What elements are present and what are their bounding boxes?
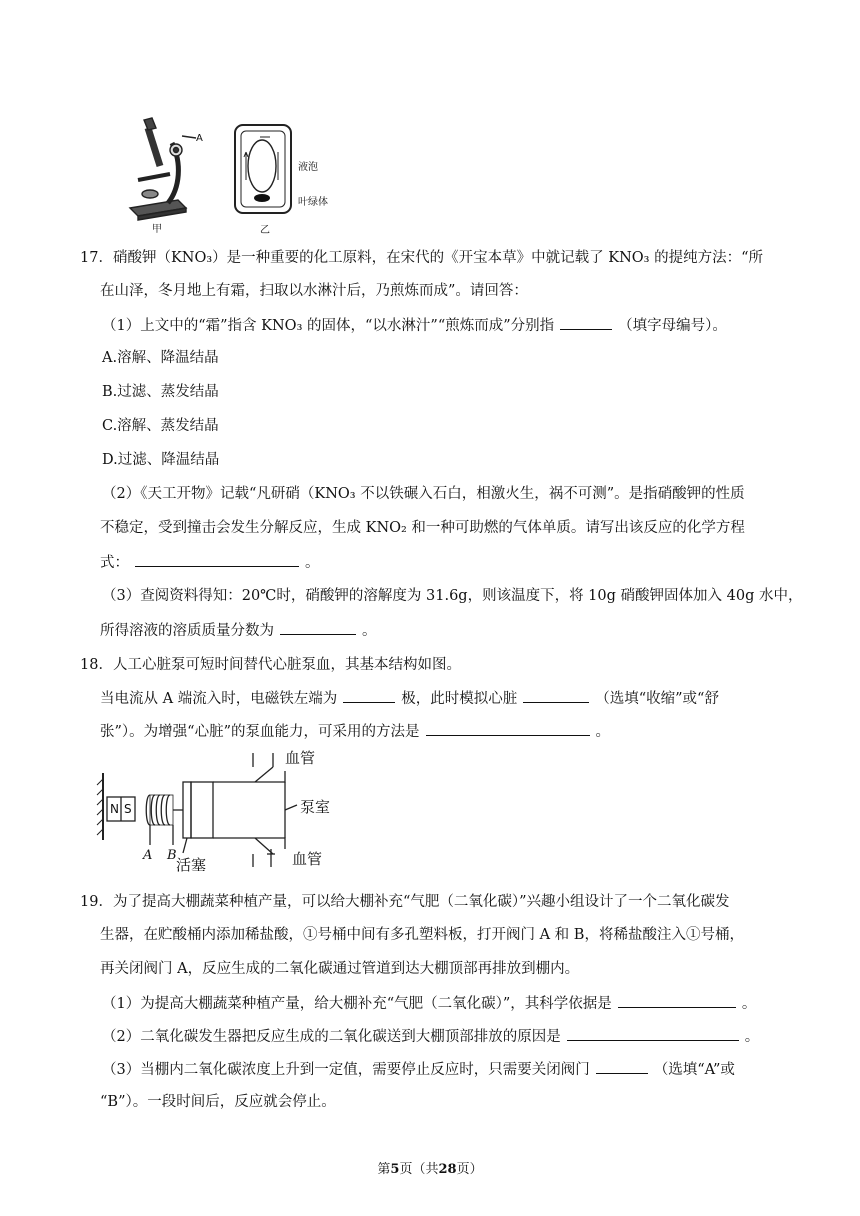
q19-sub2: （2）二氧化碳发生器把反应生成的二氧化碳送到大棚顶部排放的原因是 。 bbox=[102, 1026, 759, 1047]
terminal-b-label: B bbox=[167, 848, 177, 863]
page-footer: 第5页（共28页） bbox=[377, 1162, 483, 1177]
answer-blank-q17-1[interactable] bbox=[560, 315, 612, 330]
current-page: 5 bbox=[390, 1162, 400, 1177]
q17-sub3-line1: （3）查阅资料得知：20℃时，硝酸钾的溶解度为 31.6g，则该温度下，将 10g 硝酸钾固体加入 40g 水中， bbox=[102, 588, 803, 604]
answer-blank-q18-1[interactable] bbox=[343, 688, 395, 703]
q19-line3: 再关闭阀门 A，反应生成的二氧化碳通过管道到达大棚顶部再排放到棚内。 bbox=[100, 961, 580, 977]
q17-sub1: （1）上文中的“霜”指含 KNO₃ 的固体，“以水淋汁”“煎炼而成”分别指 （填字母编号）。 bbox=[102, 315, 727, 336]
terminal-a-label: A bbox=[143, 848, 153, 863]
label-A-top: A bbox=[196, 133, 203, 144]
q17-line1: 17．硝酸钾（KNO₃）是一种重要的化工原料，在宋代的《开宝本草》中就记载了 KNO₃ 的提纯方法：“所 bbox=[80, 250, 764, 266]
answer-blank-q17-3[interactable] bbox=[280, 620, 356, 635]
cell-figure bbox=[232, 122, 302, 217]
q17-option-b: B.过滤、蒸发结晶 bbox=[102, 384, 219, 400]
q17-sub2-line1: （2）《天工开物》记载“凡研硝（KNO₃ 不以铁碾入石白，相激火生，祸不可测”。是指硝酸钾的性质 bbox=[102, 486, 745, 502]
answer-blank-q18-2[interactable] bbox=[523, 688, 589, 703]
answer-blank-q17-2[interactable] bbox=[135, 552, 299, 567]
q17-option-d: D.过滤、降温结晶 bbox=[102, 452, 220, 468]
q17-line2: 在山泽，冬月地上有霜，扫取以水淋汁后，乃煎炼而成”。请回答： bbox=[100, 283, 528, 299]
piston-label: 活塞 bbox=[176, 856, 207, 874]
q19-line2: 生器，在贮酸桶内添加稀盐酸，①号桶中间有多孔塑料板，打开阀门 A 和 B，将稀盐酸注入①号桶， bbox=[100, 927, 744, 943]
label-jia: 甲 bbox=[152, 224, 162, 235]
answer-blank-q19-2[interactable] bbox=[567, 1026, 739, 1041]
q17-option-a: A.溶解、降温结晶 bbox=[102, 350, 219, 366]
microscope-figure bbox=[120, 108, 220, 233]
q17-sub2-line2: 不稳定，受到撞击会发生分解反应，生成 KNO₂ 和一种可助燃的气体单质。请写出该反应的化学方程 bbox=[100, 520, 745, 536]
answer-blank-q19-3[interactable] bbox=[596, 1059, 648, 1074]
q19-sub3: （3）当棚内二氧化碳浓度上升到一定值，需要停止反应时，只需要关闭阀门 （选填“A”或 bbox=[102, 1059, 735, 1080]
q17-sub2-line3: 式： 。 bbox=[100, 552, 320, 573]
label-liquid: 液泡 bbox=[298, 162, 318, 173]
q17-sub3-line2: 所得溶液的溶质质量分数为 。 bbox=[100, 620, 377, 641]
answer-blank-q19-1[interactable] bbox=[618, 993, 736, 1008]
vessel-bottom-label: 血管 bbox=[292, 850, 323, 868]
q18-line2: 当电流从 A 端流入时，电磁铁左端为 极，此时模拟心脏 （选填“收缩”或“舒 bbox=[100, 688, 719, 709]
q18-line3: 张”）。为增强“心脏”的泵血能力，可采用的方法是 。 bbox=[100, 721, 610, 742]
magnet-s-label: S bbox=[124, 802, 132, 816]
vessel-top-label: 血管 bbox=[285, 749, 316, 767]
q19-sub3-cont: “B”）。一段时间后，反应就会停止。 bbox=[100, 1094, 336, 1110]
magnet-n-label: N bbox=[110, 802, 119, 816]
q19-line1: 19．为了提高大棚蔬菜种植产量，可以给大棚补充“气肥（二氧化碳）”兴趣小组设计了一个二氧化碳发 bbox=[80, 894, 730, 910]
label-chloroplast: 叶绿体 bbox=[298, 197, 328, 208]
q17-option-c: C.溶解、蒸发结晶 bbox=[102, 418, 219, 434]
q18-line1: 18．人工心脏泵可短时间替代心脏泵血，其基本结构如图。 bbox=[80, 657, 461, 673]
total-pages: 28 bbox=[438, 1162, 457, 1177]
answer-blank-q18-3[interactable] bbox=[426, 721, 590, 736]
pump-room-label: 泵室 bbox=[300, 798, 331, 816]
label-yi: 乙 bbox=[260, 225, 270, 236]
q19-sub1: （1）为提高大棚蔬菜种植产量，给大棚补充“气肥（二氧化碳）”，其科学依据是 。 bbox=[102, 993, 756, 1014]
